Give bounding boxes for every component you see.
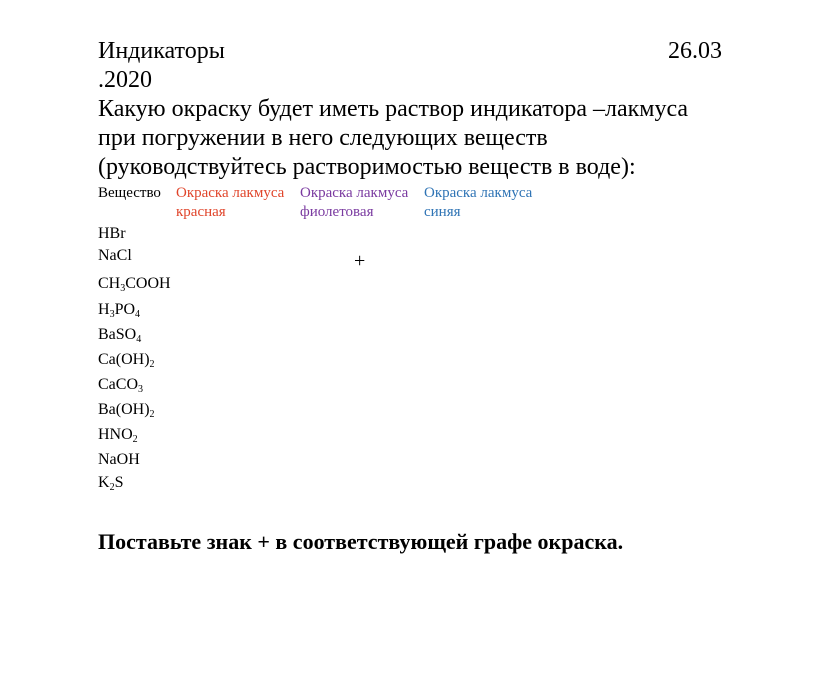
column-header-red-line1: Окраска лакмуса — [176, 185, 285, 201]
plus-mark: + — [354, 250, 366, 272]
question-line-3: (руководствуйтесь растворимостью веществ в воде): — [98, 154, 636, 180]
substance-row-2: NaCl — [98, 247, 132, 264]
substance-row-11: $K_2S$ — [98, 474, 124, 493]
substance-row-3: $CH_3COOH$ — [98, 275, 171, 294]
column-header-red-line2: красная — [176, 204, 226, 220]
column-header-blue — [424, 184, 532, 222]
question-line-2: при погружении в него следующих веществ — [98, 125, 548, 151]
column-header-red — [176, 184, 284, 222]
substance-row-7: CaCO$_3$ — [98, 376, 143, 395]
column-header-violet-line1: Окраска лакмуса — [300, 185, 409, 201]
column-header-violet-line2: фиолетовая — [300, 204, 374, 220]
substance-row-5: BaSO$_4$ — [98, 326, 142, 345]
substance-row-1: HBr — [98, 225, 126, 242]
substance-row-9: $HNO_2$ — [98, 426, 138, 445]
substance-row-10: NaOH — [98, 451, 140, 468]
page-title: Индикаторы — [98, 38, 225, 64]
column-header-substance-label: Вещество — [98, 185, 161, 201]
date-day-month: 26.03 — [668, 38, 722, 64]
substance-row-6: $Ca(OH)_2$ — [98, 351, 155, 370]
substance-row-4: $H_3PO_4$ — [98, 301, 141, 320]
column-header-blue-line2: синяя — [424, 204, 461, 220]
column-header-violet — [300, 184, 408, 222]
column-header-blue-line1: Окраска лакмуса — [424, 185, 533, 201]
column-header-substance — [98, 184, 161, 203]
substance-row-8: $Ba(OH)_2$ — [98, 401, 155, 420]
question-line-1: Какую окраску будет иметь раствор индикатора –лакмуса — [98, 96, 689, 122]
instruction-text: Поставьте знак + в соответствующей графе окраска. — [98, 529, 624, 554]
date-year: .2020 — [98, 67, 152, 93]
